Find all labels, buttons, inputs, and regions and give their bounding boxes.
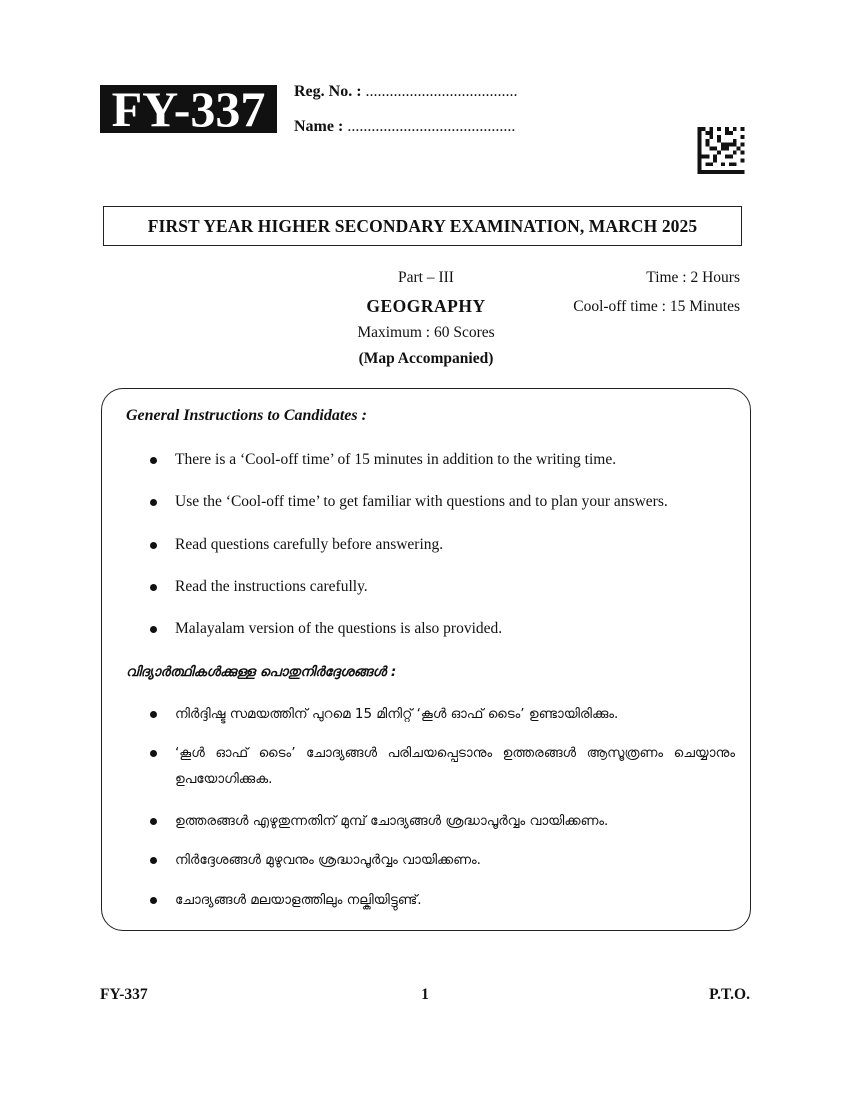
english-instructions-heading: General Instructions to Candidates : bbox=[126, 407, 367, 424]
instruction-item-ml: നിർദ്ദേശങ്ങൾ മുഴുവനും ശ്രദ്ധാപൂർവ്വം വായിക്കണം. bbox=[175, 852, 481, 868]
instruction-item-ml: ചോദ്യങ്ങൾ മലയാളത്തിലും നല്കിയിട്ടുണ്ട്. bbox=[175, 892, 422, 908]
data-matrix-code bbox=[697, 127, 745, 174]
bullet-icon bbox=[150, 857, 157, 864]
instruction-item: Use the ‘Cool-off time’ to get familiar with questions and to plan your answers. bbox=[175, 493, 668, 510]
time-allowed: Time : 2 Hours bbox=[646, 269, 740, 286]
bullet-icon bbox=[150, 897, 157, 904]
instruction-item: Read the instructions carefully. bbox=[175, 578, 368, 595]
name-dots: .......................................... bbox=[347, 118, 516, 135]
bullet-icon bbox=[150, 542, 157, 549]
bullet-icon bbox=[150, 750, 157, 757]
bullet-icon bbox=[150, 457, 157, 464]
instruction-item-ml: ഉത്തരങ്ങൾ എഴുതുന്നതിന് മുമ്പ് ചോദ്യങ്ങൾ ശ്രദ്ധാപൂർവ്വം വായിക്കണം. bbox=[175, 813, 609, 829]
name-label: Name : bbox=[294, 118, 344, 135]
max-scores: Maximum : 60 Scores bbox=[357, 324, 495, 341]
reg-no-field bbox=[294, 83, 518, 101]
footer-pto: P.T.O. bbox=[709, 986, 750, 1003]
bullet-icon bbox=[150, 499, 157, 506]
instruction-item: There is a ‘Cool-off time’ of 15 minutes in addition to the writing time. bbox=[175, 451, 617, 468]
name-field bbox=[294, 118, 515, 136]
instruction-item-ml: നിർദ്ദിഷ്ട സമയത്തിന് പുറമെ 15 മിനിറ്റ് ‘കൂൾ ഓഫ് ടൈം’ ഉണ്ടായിരിക്കും. bbox=[175, 706, 619, 722]
part-label: Part – III bbox=[398, 269, 454, 286]
reg-no-dots: ...................................... bbox=[365, 83, 518, 100]
footer-code: FY-337 bbox=[100, 986, 148, 1003]
malayalam-instructions-heading: വിദ്യാർത്ഥികൾക്കുള്ള പൊതുനിർദ്ദേശങ്ങൾ : bbox=[126, 664, 397, 680]
bullet-icon bbox=[150, 584, 157, 591]
bullet-icon bbox=[150, 626, 157, 633]
bullet-icon bbox=[150, 818, 157, 825]
map-note: (Map Accompanied) bbox=[358, 350, 494, 367]
subject-title: GEOGRAPHY bbox=[366, 296, 486, 316]
instruction-item: Malayalam version of the questions is also provided. bbox=[175, 620, 503, 637]
instruction-item: Read questions carefully before answering. bbox=[175, 536, 444, 553]
reg-no-label: Reg. No. : bbox=[294, 83, 362, 100]
paper-code-badge: FY-337 bbox=[100, 85, 277, 133]
bullet-icon bbox=[150, 711, 157, 718]
page-number: 1 bbox=[421, 986, 429, 1003]
cool-off-time: Cool-off time : 15 Minutes bbox=[573, 298, 740, 315]
instruction-item-ml: ‘കൂൾ ഓഫ് ടൈം’ ചോദ്യങ്ങൾ പരിചയപ്പെടാനും ഉത്തരങ്ങൾ ആസൂത്രണം ചെയ്യാനും ഉപയോഗിക്കുക. bbox=[175, 745, 735, 787]
exam-title: FIRST YEAR HIGHER SECONDARY EXAMINATION, MARCH 2025 bbox=[103, 206, 742, 246]
